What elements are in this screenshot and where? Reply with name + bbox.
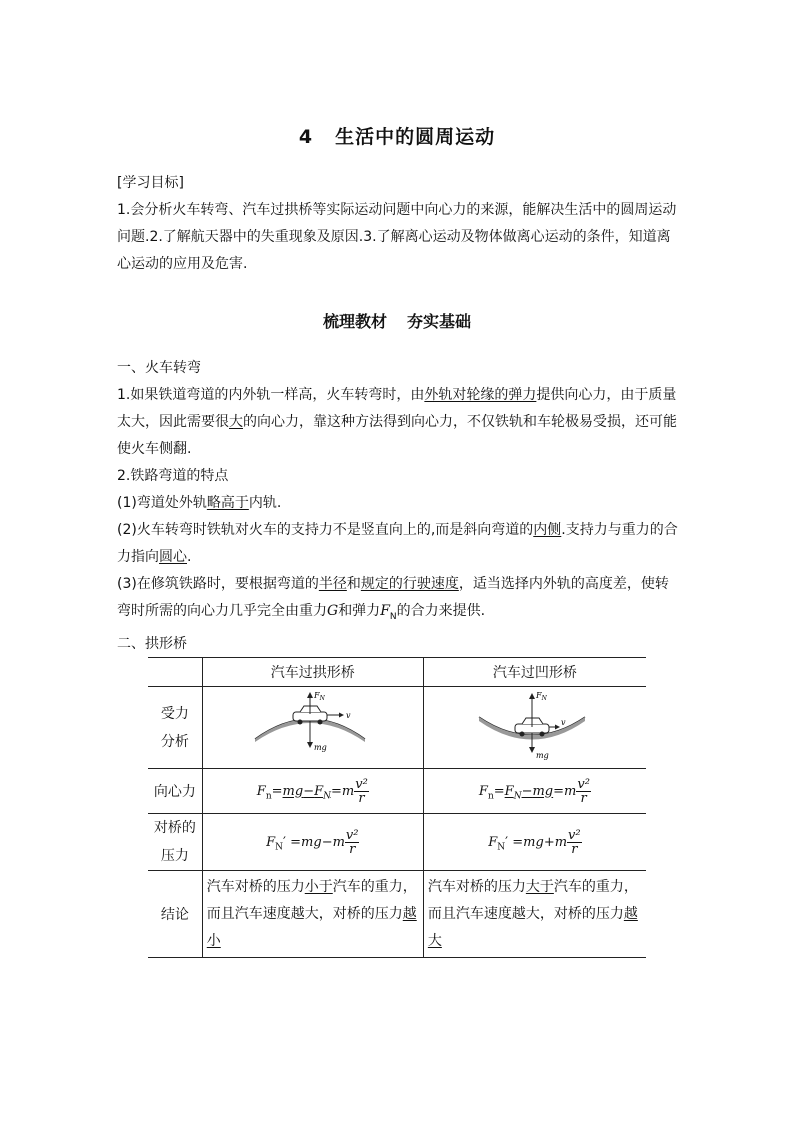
- train-turning-section: [117, 355, 679, 658]
- blank-answer: 圆心: [159, 549, 187, 565]
- text-run: 汽车对桥的压力: [206, 878, 305, 895]
- symbol: +: [543, 834, 555, 850]
- text-run: .: [187, 549, 192, 565]
- text-run: 内轨.: [248, 495, 282, 511]
- arch-bridge-diagram: [203, 687, 417, 764]
- blank-answer: −: [521, 783, 533, 799]
- blank-answer: 小于: [304, 878, 333, 895]
- arch-centripetal-formula: [202, 769, 423, 814]
- header-empty-cell: [148, 658, 202, 687]
- numerator: v²: [568, 827, 581, 843]
- blank-answer: 规定的行驶速度: [360, 576, 459, 592]
- text-run: 和: [346, 576, 361, 592]
- blank-answer: −: [303, 783, 315, 799]
- row-label-centripetal: 向心力: [148, 769, 202, 814]
- symbol: mg: [523, 834, 544, 850]
- concave-bridge-diagram-cell: [423, 687, 646, 769]
- text-run: 汽车对桥的压力: [427, 878, 526, 895]
- arrow-head: [339, 713, 344, 718]
- symbol: F: [256, 783, 266, 799]
- arch-bridge-diagram-cell: [202, 687, 423, 769]
- denominator: r: [349, 841, 356, 857]
- blank-answer: 越小: [206, 905, 417, 949]
- concave-pressure-formula: [423, 814, 646, 871]
- title-number: 4: [298, 126, 314, 148]
- label-line: 压力: [160, 848, 189, 864]
- symbol: m: [564, 783, 577, 799]
- blank-answer: mg: [532, 783, 554, 799]
- arrow-head: [529, 747, 535, 753]
- symbol: ′: [283, 834, 286, 850]
- symbol: =: [271, 783, 283, 799]
- table-header-row: [148, 658, 646, 687]
- numerator: v²: [577, 776, 590, 792]
- train-heading: 一、火车转弯: [117, 360, 201, 376]
- text-run: 1.如果铁道弯道的内外轨一样高，火车转弯时，由: [117, 387, 425, 403]
- concave-centripetal-formula: [423, 769, 646, 814]
- row-label-pressure: [148, 814, 202, 871]
- table-row-centripetal: [148, 769, 646, 814]
- symbol-sub: N: [389, 611, 397, 622]
- blank-answer: $F_N$: [314, 783, 331, 802]
- table-row-conclusion: [148, 871, 646, 958]
- text-run: 的合力来提供.: [396, 603, 486, 619]
- symbol: =: [493, 783, 505, 799]
- symbol: =: [290, 834, 302, 850]
- header-arch-bridge: 汽车过拱形桥: [202, 658, 423, 687]
- arrow-head: [307, 692, 313, 698]
- arrow-head: [555, 725, 560, 730]
- denominator: r: [358, 790, 365, 806]
- symbol: −: [321, 834, 333, 850]
- blank-answer: 内侧: [533, 522, 562, 538]
- arrow-head: [307, 742, 313, 748]
- arch-conclusion: [202, 871, 423, 958]
- bridge-table: [148, 657, 646, 958]
- train-paragraph-2: 2.铁路弯道的特点: [117, 468, 229, 484]
- fraction: [576, 778, 591, 805]
- arch-pressure-formula: [202, 814, 423, 871]
- symbol-sub: n: [487, 791, 494, 802]
- symbol: m: [341, 783, 355, 799]
- fraction: [567, 829, 582, 856]
- learning-goals: [117, 170, 679, 278]
- train-paragraph-3: [117, 490, 679, 517]
- symbol-f: F: [380, 603, 390, 619]
- fraction: [345, 829, 360, 856]
- symbol: ′: [505, 834, 509, 850]
- table-row-pressure: [148, 814, 646, 871]
- row-label-force-analysis: [148, 687, 202, 769]
- symbol: F: [266, 834, 276, 850]
- blank-answer: 大: [229, 414, 243, 430]
- text-run: (3)在修筑铁路时，要根据弯道的: [117, 576, 319, 592]
- blank-answer: 半径: [318, 576, 347, 592]
- blank-answer: 大于: [525, 878, 554, 895]
- label-line: 分析: [160, 733, 189, 750]
- concave-conclusion: [423, 871, 646, 958]
- symbol-sub: n: [265, 791, 272, 802]
- blank-answer: 外轨对轮缘的弹力: [424, 387, 537, 403]
- goals-text: 1.会分析火车转弯、汽车过拱桥等实际运动问题中向心力的来源，能解决生活中的圆周运动问题.2.了解航天器中的失重现象及原因.3.了解离心运动及物体做离心运动的条件，知道离心运动的应用及危害.: [117, 202, 677, 272]
- symbol-sub: N: [275, 842, 284, 853]
- label-fn: $F_N$: [535, 691, 547, 702]
- symbol-sub: N: [497, 842, 506, 853]
- numerator: v²: [355, 776, 368, 792]
- table-row-force-analysis: [148, 687, 646, 769]
- label-line: 受力: [160, 705, 189, 722]
- blank-answer: $F_N$: [504, 783, 522, 802]
- bridge-heading: 二、拱形桥: [117, 635, 187, 652]
- symbol: F: [478, 783, 488, 799]
- symbol: =: [512, 834, 524, 850]
- blank-answer: 略高于: [206, 495, 249, 511]
- symbol: m: [332, 834, 345, 850]
- label-v: v: [560, 718, 566, 727]
- label-mg: mg: [535, 751, 549, 760]
- blank-answer: 越大: [427, 905, 638, 949]
- section-heading-part1: 梳理教材: [322, 312, 387, 331]
- label-mg: mg: [313, 743, 327, 752]
- fraction: [354, 778, 369, 805]
- label-line: 对桥的: [153, 820, 196, 836]
- text-run: 汽车的重力，而且汽车速度越大，对桥的压力: [206, 878, 417, 922]
- text-run: .支持力与重力的合力指向: [117, 522, 678, 565]
- numerator: v²: [345, 827, 359, 843]
- denominator: r: [580, 790, 587, 806]
- symbol: =: [553, 783, 565, 799]
- symbol: mg: [301, 834, 322, 850]
- text-run: 提供向心力，由于质量太大，因此需要很: [117, 387, 677, 430]
- arrow-head: [529, 693, 535, 699]
- text-run: (2)火车转弯时铁轨对火车的支持力不是竖直向上的,而是斜向弯道的: [117, 522, 534, 538]
- text-run: 的向心力，靠这种方法得到向心力，不仅铁轨和车轮极易受损，还可能使火车侧翻.: [117, 414, 677, 457]
- label-fn: $F_N$: [313, 691, 325, 702]
- text-run: 和弹力: [338, 603, 381, 619]
- train-paragraph-1: [117, 382, 679, 463]
- label-v: v: [345, 711, 351, 720]
- denominator: r: [571, 841, 578, 857]
- text-run: ，适当选择内外轨的高度差，使转弯时所需的向心力几乎完全由重力: [117, 576, 669, 619]
- blank-answer: mg: [282, 783, 304, 799]
- header-concave-bridge: 汽车过凹形桥: [423, 658, 646, 687]
- symbol: F: [488, 834, 498, 850]
- title-text: 生活中的圆周运动: [335, 126, 496, 148]
- symbol: =: [331, 783, 342, 799]
- text-run: (1)弯道处外轨: [117, 495, 207, 511]
- section-heading: [0, 309, 794, 332]
- goals-heading: [学习目标]: [117, 175, 184, 191]
- train-paragraph-5: [117, 571, 679, 631]
- symbol-g: G: [327, 603, 339, 619]
- train-paragraph-4: [117, 517, 679, 571]
- row-label-conclusion: 结论: [148, 871, 202, 958]
- page-title: [0, 122, 794, 149]
- text-run: 汽车的重力，而且汽车速度越大，对桥的压力: [427, 878, 638, 922]
- symbol: m: [554, 834, 568, 850]
- concave-bridge-diagram: [424, 687, 640, 764]
- section-heading-part2: 夯实基础: [407, 312, 472, 331]
